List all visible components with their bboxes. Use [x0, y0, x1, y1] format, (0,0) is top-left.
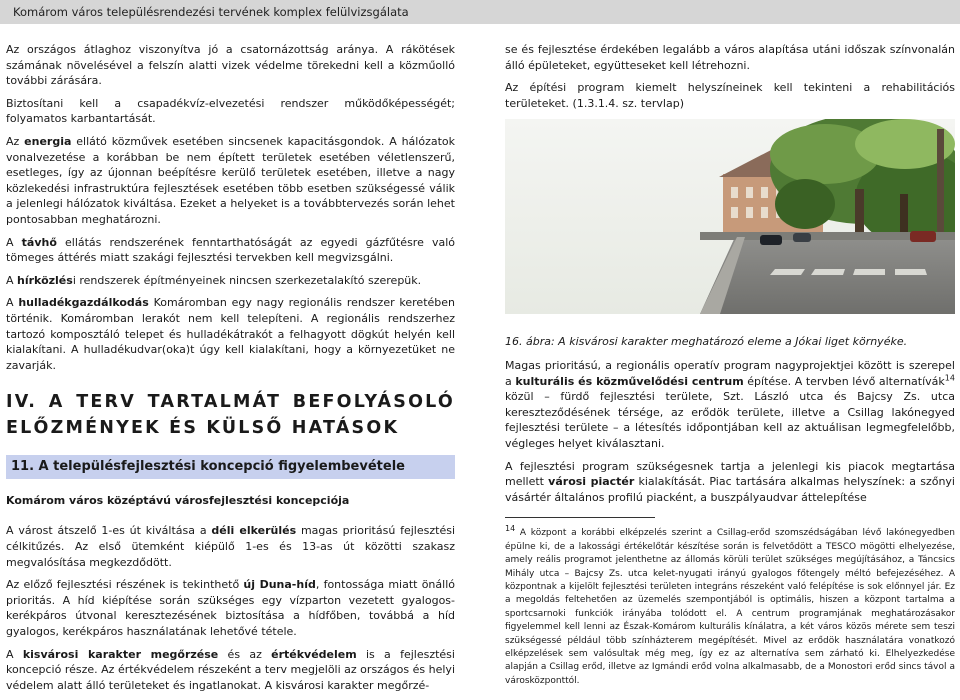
footnote: $^{14}$ A központ a korábbi elképzelés szerint a Csillag-erőd szomszédságában lévő lakónegyedben épülne ki, de a lakossági értékelőtár készítése során is felvetődött a TESCO mögötti elhelyezése, amely reális programot jelenthetne az állomás körüli terület szükséges megújításához, a Táncsics Mihály utca – Bajcsy Zs. utca kelet-nyugati irányú gyalogos főtengely méltó befejezéséhez. A központnak a kijelölt fejlesztési területen integráns részeként való felépítése is sok előnnyel jár. Ez a megoldás feltehetően az üzemelés szempontjából is optimális, hiszen a központ tartalma a sportcsarnoki funkciók irányába tolódott el. A centrum programjának meghatározásakor figyelemmel kell lenni az Észak-Komárom kulturális kínálatra, a két város közös mérete sem teszi szükségessé például több színházterem megépítését. Mivel az erődök használatára vonatkozó elképzelések sem valósultak még meg, így ez az alternatíva sem zárható ki. Elhelyezkedése alapján a Csillag erőd, illetve az Igmándi erőd volna alkalmasabb, de a Monostori erőd sincs távol a városközponttól. [505, 524, 955, 686]
paragraph-district-heating: A távhő ellátás rendszerének fenntarthatóságát az egyedi gázfűtésre való tömeges áttérés miatt szakági fejlesztési tervekben kell megvizsgálni. [6, 235, 455, 265]
paragraph-stormwater: Biztosítani kell a csapadékvíz-elvezetési rendszer működőképességét; folyamatos karbantartását. [6, 96, 455, 126]
street-photo [505, 119, 955, 314]
paragraph-rehabilitation: Az építési program kiemelt helyszíneinek kell tekinteni a rehabilitációs területeket. (1.3.1.4. sz. tervlap) [505, 81, 955, 110]
paragraph-sewer: Az országos átlaghoz viszonyítva jó a csatornázottság aránya. A rákötések számának növelésével a felszín alatti vizek védelme törekedni kell a közműolló további zárására. [6, 43, 455, 88]
subsection-heading: Komárom város középtávú városfejlesztési koncepciója [6, 493, 350, 507]
document-title: Komárom város településrendezési tervének komplex felülvizsgálata [13, 5, 409, 19]
paragraph-character: A kisvárosi karakter megőrzése és az értékvédelem is a fejlesztési koncepció része. Az értékvédelem részeként a terv megjelöli az országos és helyi védelem alatt álló területeket és ingatlanokat. A kisvárosi karakter megőrzé- [6, 647, 455, 692]
page-header [0, 0, 960, 24]
paragraph-market: A fejlesztési program szükségesnek tartja a jelenlegi kis piacok megtartása mellett városi piactér kialakítását. Piac tartására alkalmas helyszínek: a szőnyi vásártér általános profilú piacként, a buszpályaudvar áttelepítése [505, 459, 955, 504]
paragraph-cultural-centre: Magas prioritású, a regionális operatív program nagyprojektjei között is szerepel a kulturális és közművelődési centrum építése. A tervben lévő alternatívák$^{14}$ közül – fürdő fejlesztési területe, Szt. László utca és Bajcsy Zs. utca kereszteződésének térsége, az erődök területe, illetve a Csillag lakónegyed fejlesztési területe – a létesítés időpontjában kell az aktuálisan legmegfelelőbb, végleges helyet kiválasztani. [505, 358, 955, 450]
figure-caption: 16. ábra: A kisvárosi karakter meghatározó eleme a Jókai liget környéke. [505, 335, 908, 349]
right-column [505, 42, 955, 697]
paragraph-continuation: se és fejlesztése érdekében legalább a város alapítása utáni időszak színvonalán álló épületeket, együtteseket kell létrehozni. [505, 43, 955, 72]
paragraph-bypass: A várost átszelő 1-es út kiváltása a déli elkerülés magas prioritású fejlesztési célkitűzés. Az első ütemként kiépülő 1-es és 13-as út közötti szakasz megvalósítása megkezdődött. [6, 524, 456, 569]
left-column [6, 42, 455, 700]
chapter-heading: IV. A TERV TARTALMÁT BEFOLYÁSOLÓ ELŐZMÉNYEK ÉS KÜLSŐ HATÁSOK [6, 392, 455, 439]
footnote-divider [505, 517, 655, 518]
paragraph-waste: A hulladékgazdálkodás Komáromban egy nagy regionális rendszer keretében történik. Komáromban lerakót nem kell telepíteni. A regionális rendszerhez tartozó komposztáló telepet és hulladékátrakót a felhagyott dögkút helyén kell kialakítani. A hulladékudvar(oka)t úgy kell kialakítani, hogy a környezetüket ne zavarják. [6, 296, 455, 372]
paragraph-energy: Az energia ellátó közművek esetében sincsenek kapacitásgondok. A hálózatok vonalvezetése a korábban be nem épített területek esetében véletlenszerű, esetleges, így az újonnan beépítésre kerülő területek esetében, illetve a nagy közlekedési infrastruktúra fejlesztések esetében több esetben szükségessé válik a jelenlegi hálózatok kiváltása. Ezeket a helyeket is a továbbtervezés során lehet pontosabban meghatározni. [6, 134, 456, 226]
footnote-ref[interactable]: 14 [944, 372, 955, 382]
section-heading: 11. A településfejlesztési koncepció figyelembevétele [6, 455, 455, 479]
paragraph-danube-bridge: Az előző fejlesztési részének is tekinthető új Duna-híd, fontossága miatt önálló prioritás. A híd kiépítése során szükséges egy vízparton vezetett gyalogos-kerékpáros útvonal keresztezésének biztosítása a hídfőben, továbbá a híd gyalogos, kerékpáros használatának lehetővé tétele. [6, 578, 455, 639]
paragraph-telecom: A hírközlési rendszerek építményeinek nincsen szerkezetalakító szerepük. [6, 273, 422, 287]
